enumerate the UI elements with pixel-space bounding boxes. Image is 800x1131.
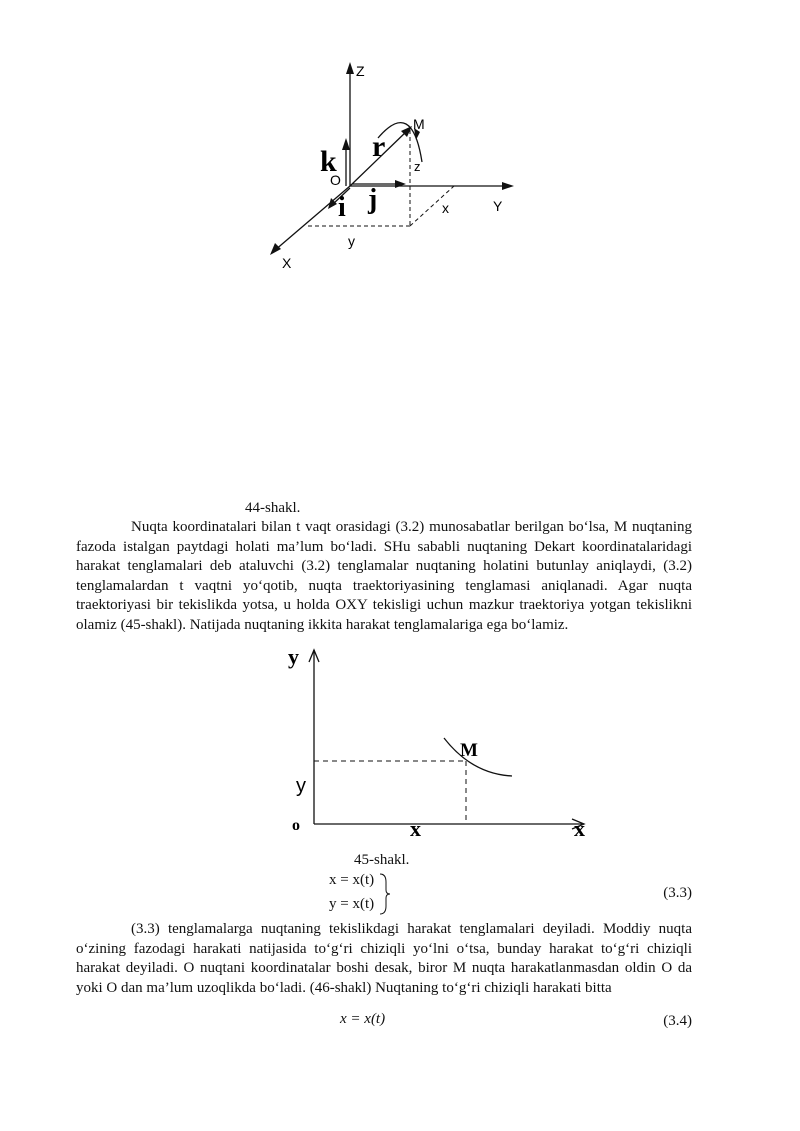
- figure-44-diagram: [260, 58, 530, 273]
- origin-label: O: [330, 172, 341, 188]
- equation-3-3-line-2: y = x(t): [329, 896, 375, 912]
- y-coord-label: y: [348, 233, 355, 249]
- y-axis-label: Y: [493, 198, 503, 214]
- figure-44-caption: 44-shakl.: [245, 500, 301, 516]
- equation-3-4: x = x(t): [340, 1011, 386, 1027]
- x-coord-label: x: [442, 200, 449, 216]
- vector-r-label: r: [372, 130, 386, 163]
- equation-3-3-line-1: x = x(t): [329, 872, 375, 888]
- point-m-label: M: [413, 116, 425, 132]
- y-axis-label: y: [288, 644, 299, 669]
- vector-i-label: i: [338, 192, 346, 223]
- figure-45-diagram: [282, 640, 600, 842]
- equation-3-4-number: (3.4): [663, 1013, 692, 1029]
- z-coord-label: z: [414, 159, 421, 174]
- origin-label: o: [292, 817, 300, 834]
- x-axis-label: x: [574, 816, 585, 841]
- paragraph-2-text: (3.3) tenglamalarga nuqtaning tekislikdagi harakat tenglamalari deyiladi. Moddiy nuqta o‘zining fazodagi harakati natijasida to‘g‘ri chiziqli yo‘lni o‘tsa, bunday harakat to‘g‘ri chiziqli harakat deyiladi. O nuqtani koordinatalar boshi desak, biror M nuqta harakatlanmasdan oldin O da yoki O dan ma’lum uzoqlikda bo‘ladi. (46-shakl) Nuqtaning to‘g‘ri chiziqli harakati bitta: [76, 921, 692, 996]
- point-m-label: M: [460, 740, 478, 761]
- equation-3-3-number: (3.3): [663, 885, 692, 901]
- x-coord-label: x: [410, 816, 421, 841]
- paragraph-1-text: Nuqta koordinatalari bilan t vaqt orasidagi (3.2) munosabatlar berilgan bo‘lsa, M nuqtaning fazoda istalgan paytdagi holati ma’lum bo‘ladi. SHu sababli nuqtaning Dekart koordinatalaridagi harakat tenglamalari deb ataluvchi (3.2) tenglamalar nuqtaning holatini butunlay aniqlaydi, (3.2) tenglamalardan t vaqtni yo‘qotib, nuqta traektoriyasining tenglamasi aniqlanadi. Agar nuqta traektoriyasi bir tekislikda yotsa, u holda OXY tekisligi uchun mazkur traektoriya yotgan tekislikni olamiz (45-shakl). Natijada nuqtaning ikkita harakat tenglamalariga ega bo‘lamiz.: [76, 519, 692, 633]
- vector-j-label: j: [368, 184, 378, 215]
- paragraph-1: [76, 518, 692, 636]
- x-axis-label: X: [282, 255, 292, 271]
- z-axis-label: Z: [356, 63, 365, 79]
- y-coord-label: y: [296, 775, 306, 797]
- vector-k-label: k: [320, 145, 337, 178]
- equation-3-3-brace: [378, 872, 392, 916]
- paragraph-2: [76, 920, 692, 998]
- figure-45-caption: 45-shakl.: [354, 852, 410, 868]
